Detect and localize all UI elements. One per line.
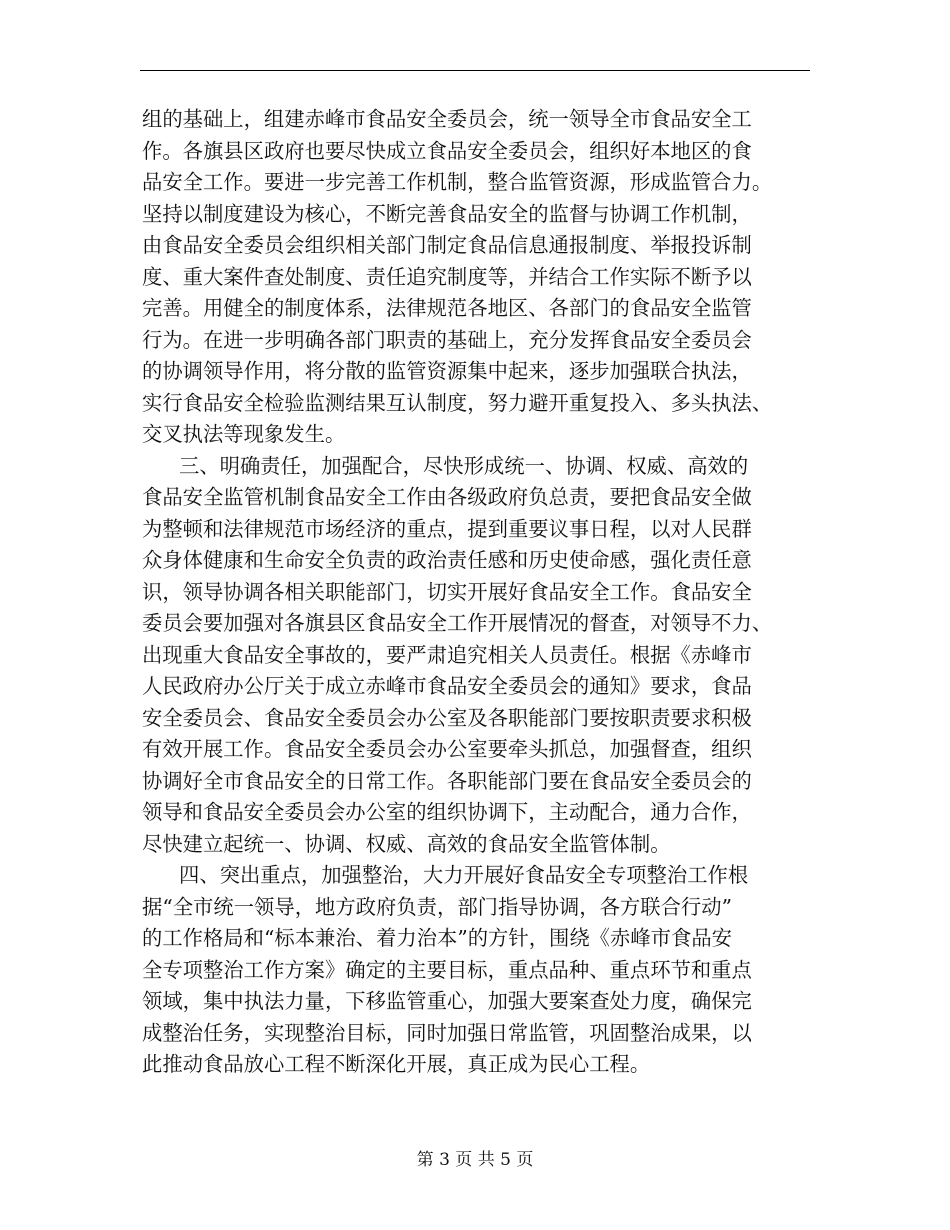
body-line: 行为。在进一步明确各部门职责的基础上，充分发挥食品安全委员会 <box>142 327 752 352</box>
body-line: 作。各旗县区政府也要尽快成立食品安全委员会，组织好本地区的食 <box>142 138 752 163</box>
body-line: 组的基础上，组建赤峰市食品安全委员会，统一领导全市食品安全工 <box>142 107 752 131</box>
body-line: 实行食品安全检验监测结果互认制度，努力避开重复投入、多头执法、 <box>142 390 773 415</box>
body-line: 品安全工作。要进一步完善工作机制，整合监管资源，形成监管合力。 <box>142 170 773 194</box>
body-line: 安全委员会、食品安全委员会办公室及各职能部门要按职责要求积极 <box>142 705 752 730</box>
page-footer: 第 3 页 共 5 页 <box>416 1150 534 1170</box>
body-line: 食品安全监管机制食品安全工作由各级政府负总责，要把食品安全做 <box>142 485 752 509</box>
body-line: 的工作格局和“标本兼治、着力治本”的方针，围绕《赤峰市食品安 <box>142 926 732 950</box>
body-line: 四、突出重点，加强整治，大力开展好食品安全专项整治工作根 <box>179 863 749 887</box>
document-body <box>142 104 812 1081</box>
body-line: 全专项整治工作方案》确定的主要目标，重点品种、重点环节和重点 <box>142 957 752 982</box>
body-line: 人民政府办公厅关于成立赤峰市食品安全委员会的通知》要求，食品 <box>142 674 752 698</box>
header-rule <box>140 70 810 71</box>
body-line: 坚持以制度建设为核心，不断完善食品安全的监督与协调工作机制， <box>142 201 752 226</box>
body-line: 度、重大案件查处制度、责任追究制度等，并结合工作实际不断予以 <box>142 264 752 289</box>
body-line: 有效开展工作。食品安全委员会办公室要牵头抓总，加强督查，组织 <box>142 737 752 761</box>
body-line: 为整顿和法律规范市场经济的重点，提到重要议事日程，以对人民群 <box>142 516 752 541</box>
body-line: 尽快建立起统一、协调、权威、高效的食品安全监管体制。 <box>142 831 671 856</box>
body-line: 识，领导协调各相关职能部门，切实开展好食品安全工作。食品安全 <box>142 579 752 604</box>
body-line: 协调好全市食品安全的日常工作。各职能部门要在食品安全委员会的 <box>142 768 752 793</box>
body-line: 出现重大食品安全事故的，要严肃追究相关人员责任。根据《赤峰市 <box>142 642 752 667</box>
body-line: 成整治任务，实现整治目标，同时加强日常监管，巩固整治成果，以 <box>142 1020 752 1045</box>
body-line: 三、明确责任，加强配合，尽快形成统一、协调、权威、高效的 <box>179 453 749 478</box>
body-line: 此推动食品放心工程不断深化开展，真正成为民心工程。 <box>142 1052 651 1076</box>
body-line: 的协调领导作用，将分散的监管资源集中起来，逐步加强联合执法， <box>142 359 752 383</box>
body-line: 由食品安全委员会组织相关部门制定食品信息通报制度、举报投诉制 <box>142 233 752 257</box>
body-line: 众身体健康和生命安全负责的政治责任感和历史使命感，强化责任意 <box>142 548 752 572</box>
body-line: 据“全市统一领导，地方政府负责，部门指导协调，各方联合行动” <box>142 894 732 919</box>
body-line: 领导和食品安全委员会办公室的组织协调下，主动配合，通力合作， <box>142 800 752 824</box>
body-line: 交叉执法等现象发生。 <box>142 422 346 446</box>
body-line: 委员会要加强对各旗县区食品安全工作开展情况的督查，对领导不力、 <box>142 611 773 635</box>
body-line: 领域，集中执法力量，下移监管重心，加强大要案查处力度，确保完 <box>142 989 752 1013</box>
body-line: 完善。用健全的制度体系，法律规范各地区、各部门的食品安全监管 <box>142 296 752 320</box>
